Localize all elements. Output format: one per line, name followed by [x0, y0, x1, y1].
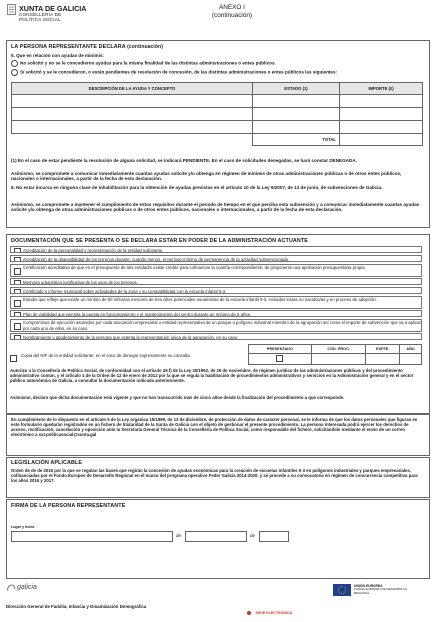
validity-text: Asimismo, declaro que dicha documentación está vigente y que no han transcurrido más de cinco años desde la finalización del procedimiento a que corresponde. [10, 395, 345, 400]
galicia-brand: galicia [17, 584, 37, 591]
legislation-text: Orden de de de 2016 por la que se regulan las bases que regirán la concesión de ayudas económicas para la creación de escuelas infantiles 0-3 en polígonos industriales y parques empresariales, cofinanciadas por el Fondo Europeo de Desarrollo Regional en el marco del programa operativo Feder Galicia 2014-2020, y se procede a su convocatoria en régimen de concurrencia competitiva para los años 2016 y 2017. [11, 468, 418, 484]
requirements-commitment: Asimismo, se compromete a mantener el cumplimiento de estos requisitos durante el periodo de tiempo en el que perciba esta subvención y a comunicar inmediatamente cuantas ayudas solicite y/u obtenga de otras administraciones públicas o de otros entes públicos, nacionales o internacionales, a partir de la fecha de esta declaración. [11, 202, 420, 213]
declaration-section [6, 40, 430, 228]
documentation-title: DOCUMENTACIÓN QUE SE PRESENTA O SE DECLARA ESTAR EN PODER DE LA ADMINISTRACIÓN ACTUANTE [11, 238, 309, 244]
col-amount: IMPORTE (€) [340, 83, 423, 95]
option-yes[interactable]: Sí solicitó y se le concedieron, o están pendientes de resolución de concesión, de las distintas administraciones o entes públicos las siguientes: [11, 69, 421, 76]
footnote: (1) En el caso de estar pendiente la resolución de alguna solicitud, se indicará PENDIENTE. En el caso de solicitudes denegadas, se hará constar DENEGADA. [11, 158, 357, 163]
item-6: 6. No estar incursa en ninguna clase de inhabilitación para la obtención de ayudas previstas en el artículo 10 de la Ley 9/2007, de 13 de junio, de subvenciones de Galicia. [11, 185, 383, 190]
de-separator-2: de [250, 533, 256, 538]
annex-title: ANEXO I [219, 4, 245, 11]
sede-badge [247, 604, 292, 622]
col-proc-code: CÓD. PROC. [311, 345, 366, 354]
data-protection-text: En cumplimiento de lo dispuesto en el artículo 5 de la Ley orgánica 15/1999, de 13 de diciembre, de protección de datos de carácter personal, se le informa de que los datos personales que figuran en este formulario quedarán registrados en un fichero de titularidad de la Xunta de Galicia con el objeto de gestionar el presente procedimiento. La persona interesada podrá ejercer los derechos de acceso, rectificación, cancelación y oposición ante la Secretaría General Técnica de la Consellería de Política Social, como responsable del fichero, solicitándolo mediante el envío de un correo electrónico a sxt.politicasocial@xunta.gal [11, 417, 418, 438]
checkbox[interactable] [14, 323, 21, 330]
cell-amount[interactable] [340, 108, 423, 121]
annex-continuation: (continuación) [211, 12, 253, 19]
presented-table [248, 344, 422, 365]
checkbox[interactable] [14, 268, 21, 275]
list-item: Nombramiento y apoderamiento de la persona que ostenta la representación única de la agrupación, en su caso. [10, 333, 422, 340]
logo-title: XUNTA DE GALICIA [19, 4, 87, 13]
list-item: Memoria urbanística justificativa de los usos de los terrenos. [10, 278, 422, 285]
proc-code-field[interactable] [311, 354, 366, 365]
cell-description[interactable] [12, 121, 253, 134]
eu-emblem [333, 583, 421, 597]
logo-subtitle: CONSELLERÍA DE POLÍTICA SOCIAL [19, 12, 62, 23]
checkbox[interactable] [14, 248, 21, 253]
list-item: Acreditación de la disponibilidad de los terrenos durante, cuando menos, el período mínimo de permanencia de la actividad subvencionada. [10, 255, 422, 262]
checkbox[interactable] [14, 257, 21, 262]
year-field[interactable] [259, 531, 289, 542]
year-field[interactable] [400, 354, 422, 365]
signature-title: FIRMA DE LA PERSONA REPRESENTANTE [11, 503, 126, 509]
radio-no[interactable] [11, 60, 18, 67]
signature-section [6, 499, 430, 579]
total-label: TOTAL [253, 134, 340, 146]
table-row [12, 108, 423, 121]
eu-text: UNIÓN EUROPEA [354, 584, 383, 588]
galicia-swirl-icon [6, 583, 16, 593]
checkbox[interactable] [14, 289, 21, 294]
minimis-commitment: Asimismo, se compromete a comunicar inmediatamente cuantas ayudas solicite y/u obtenga en régimen de minimis de otras administraciones públicas o de otros entes públicos, nacionales o internacionales, a partir de la fecha de esta declaración. [11, 171, 402, 182]
checkbox[interactable] [14, 312, 21, 317]
table-row [12, 95, 423, 108]
cell-amount[interactable] [340, 95, 423, 108]
directorate-name: Dirección General de Familia, Infancia y Dinamización Demográfica [6, 604, 147, 609]
list-item: Compromisos de ejecución asumidos por cada asociación empresarial o entidad representativa de un parque o polígono industrial miembro de la agrupación así como el importe de subvención que va a aplicar por cada uno de ellos, en su caso. [10, 319, 422, 332]
legislation-section [6, 457, 430, 498]
authorization-text: Autorizo a la Consellería de Política Social, de conformidad con el artículo 35.f) de la Ley 30/1992, de 26 de noviembre, de régimen jurídico de las administraciones públicas y del procedimiento administrativo común, y el artículo 4 de la Orden de 12 de enero de 2012 por la que se regula la habilitación de procedimientos administrativos y servicios en la Administración general y en el sector público autonómico de Galicia, a consultar la documentación indicada anteriormente. [10, 368, 414, 384]
sede-icon [247, 611, 251, 615]
aids-table [11, 82, 423, 146]
checkbox[interactable] [14, 300, 21, 307]
place-date-label: Lugar y fecha [11, 525, 35, 529]
cell-amount[interactable] [340, 121, 423, 134]
cell-state[interactable] [253, 121, 340, 134]
col-description: DESCRIPCIÓN DE LA AYUDA Y CONCEPTO [12, 83, 253, 95]
sede-label: SEDE ELECTRÓNICA [255, 610, 293, 615]
list-item: Acreditación de la personalidad y representación de la entidad solicitante. [10, 246, 422, 253]
list-item: Estudio que refleje que existe un mínimo de 50 niños/as menores de tres años potenciales usuarios/as de la escuela infantil 0-3, incluidos los/as no nacidos/as y en proceso de adopción. [10, 296, 422, 309]
item-5: 5. Que en relación con ayudas de minimis: [11, 53, 104, 58]
presented-checkbox[interactable] [276, 355, 283, 362]
col-file: EXPTE. [366, 345, 400, 354]
file-field[interactable] [366, 354, 400, 365]
table-row [12, 121, 423, 134]
presented-check-cell [249, 354, 312, 365]
cell-state[interactable] [253, 108, 340, 121]
declaration-title: LA PERSONA REPRESENTANTE DECLARA (continuación) [11, 44, 163, 50]
list-item: Plan de viabilidad que permita la puesta en funcionamiento y el mantenimiento del centro durante un mínimo de 5 años. [10, 310, 422, 317]
eu-subtext: FONDO EUROPEO DE DESARROLLO REGIONAL [354, 587, 408, 595]
copy-nif-item: Copia del NIF de la entidad solicitante, en el caso de denegar expresamente su consulta. [10, 352, 246, 364]
checkbox[interactable] [14, 335, 21, 340]
eu-flag-icon [333, 584, 351, 596]
list-item: Certificación acreditativa de que en el presupuesto de la/s entidad/s existe crédito para cofinanciar la cuantía correspondiente, de proponerse una aportación presupuestaria propia. [10, 264, 422, 277]
col-year: AÑO [400, 345, 422, 354]
de-separator-1: de [176, 533, 182, 538]
col-state: ESTADO (1) [253, 83, 340, 95]
month-field[interactable] [185, 531, 247, 542]
xunta-shield-icon [7, 4, 16, 15]
cell-description[interactable] [12, 108, 253, 121]
radio-yes[interactable] [11, 69, 18, 76]
cell-description[interactable] [12, 95, 253, 108]
total-amount[interactable] [340, 134, 423, 146]
data-protection-section [6, 414, 430, 456]
list-item: Certificado o informe municipal sobre actividades de la zona y su compatibilidad con la escuela infantil 0-3. [10, 287, 422, 294]
cell-state[interactable] [253, 95, 340, 108]
place-field[interactable] [11, 531, 173, 542]
checkbox[interactable] [14, 280, 21, 285]
total-row [12, 134, 423, 146]
legislation-title: LEGISLACIÓN APLICABLE [11, 460, 83, 466]
checkbox[interactable] [10, 355, 17, 362]
option-no[interactable]: No solicitó y no se le concedieron ayudas para la misma finalidad de las distintas administraciones o entes públicos. [11, 60, 421, 67]
col-presented: PRESENTADO [249, 345, 312, 354]
